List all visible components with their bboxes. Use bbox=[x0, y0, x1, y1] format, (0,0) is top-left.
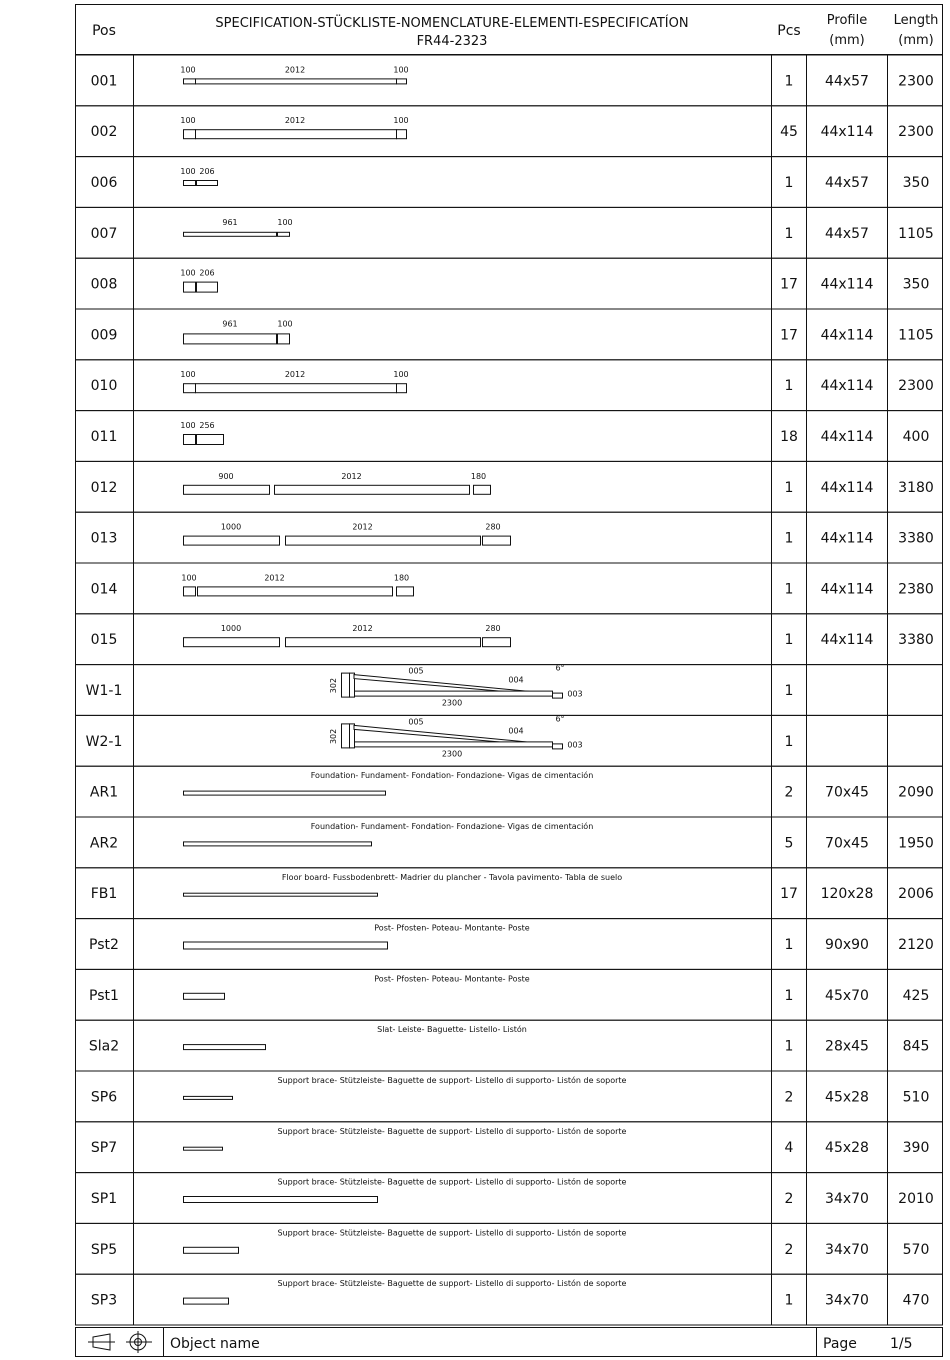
row-pcs: 1 bbox=[784, 1038, 794, 1055]
parts-rows bbox=[76, 55, 943, 1325]
row-length: 470 bbox=[902, 1292, 930, 1309]
table-row bbox=[76, 969, 943, 1020]
dimension-label: 6° bbox=[555, 663, 565, 673]
dimension-label: 302 bbox=[329, 728, 338, 745]
board-segment bbox=[198, 587, 393, 596]
table-row bbox=[76, 614, 943, 665]
part-drawing bbox=[184, 472, 491, 495]
table-row bbox=[76, 1173, 943, 1224]
board-segment bbox=[483, 638, 511, 647]
row-pos: AR2 bbox=[89, 835, 119, 852]
part-bar bbox=[184, 1045, 266, 1050]
row-pos: FB1 bbox=[90, 886, 118, 903]
part-drawing bbox=[329, 664, 583, 708]
truss-beam bbox=[355, 691, 553, 696]
row-pos: 007 bbox=[90, 225, 118, 242]
table-row bbox=[76, 207, 943, 258]
table-row bbox=[76, 1020, 943, 1071]
third-angle-projection-icon bbox=[88, 1331, 152, 1353]
part-drawing bbox=[329, 714, 583, 758]
board-segment bbox=[286, 536, 481, 545]
row-pos: Pst1 bbox=[89, 987, 119, 1004]
row-pos: Sla2 bbox=[88, 1038, 120, 1055]
dimension-label: 2012 bbox=[264, 573, 285, 583]
table-row bbox=[76, 106, 943, 157]
end-block bbox=[184, 435, 196, 445]
row-length: 845 bbox=[902, 1038, 930, 1055]
part-description: Slat- Leiste- Baguette- Listello- Listón bbox=[377, 1025, 527, 1035]
row-length: 2010 bbox=[898, 1191, 934, 1207]
row-pcs: 1 bbox=[784, 73, 794, 90]
part-drawing bbox=[184, 924, 530, 949]
beam-end-block bbox=[553, 693, 563, 698]
dimension-label: 005 bbox=[408, 666, 424, 676]
row-pcs: 1 bbox=[784, 683, 794, 699]
board-segment bbox=[275, 485, 470, 494]
row-pcs: 1 bbox=[784, 581, 794, 598]
row-profile: 44x57 bbox=[825, 225, 869, 242]
board-segment bbox=[184, 587, 196, 596]
dimension-label: 100 bbox=[277, 319, 293, 329]
end-block bbox=[184, 79, 196, 84]
row-length: 2006 bbox=[898, 886, 934, 903]
row-pos: 014 bbox=[90, 581, 118, 598]
row-pos: 008 bbox=[90, 276, 118, 293]
table-row bbox=[76, 766, 943, 817]
row-profile: 70x45 bbox=[825, 835, 869, 852]
row-profile: 45x28 bbox=[825, 1140, 869, 1157]
table-row bbox=[76, 258, 943, 309]
end-block bbox=[184, 384, 196, 393]
header-length: Length bbox=[893, 13, 939, 28]
part-description: Support brace- Stützleiste- Baguette de support- Listello di supporto- Listón de soporte bbox=[277, 1228, 627, 1238]
row-profile: 44x114 bbox=[820, 632, 874, 649]
part-drawing bbox=[180, 116, 408, 139]
row-profile: 44x114 bbox=[820, 327, 874, 344]
part-bar bbox=[184, 1096, 233, 1099]
row-profile: 44x114 bbox=[820, 124, 874, 141]
dimension-label: 961 bbox=[222, 217, 238, 227]
row-pos: SP7 bbox=[90, 1140, 118, 1157]
row-length: 2300 bbox=[898, 378, 934, 395]
dimension-label: 2012 bbox=[284, 65, 306, 75]
row-pos: W1-1 bbox=[85, 683, 123, 699]
dimension-label: 2300 bbox=[441, 698, 463, 708]
end-block bbox=[184, 181, 196, 186]
part-drawing bbox=[184, 218, 293, 237]
part-drawing bbox=[184, 770, 594, 795]
row-length: 1105 bbox=[898, 327, 934, 344]
row-length: 400 bbox=[902, 429, 930, 445]
part-description: Foundation- Fundament- Fondation- Fondazione- Vigas de cimentación bbox=[310, 822, 594, 831]
part-drawing bbox=[184, 1278, 627, 1304]
dimension-label: 206 bbox=[199, 167, 215, 176]
dimension-label: 206 bbox=[199, 268, 215, 278]
table-row bbox=[76, 664, 943, 716]
row-profile: 44x57 bbox=[825, 175, 869, 191]
dimension-label: 100 bbox=[180, 65, 196, 75]
dimension-label: 005 bbox=[408, 717, 424, 727]
dimension-label: 2012 bbox=[352, 522, 373, 532]
row-length: 3380 bbox=[898, 530, 934, 547]
row-pcs: 1 bbox=[784, 1292, 794, 1309]
table-row bbox=[76, 1223, 943, 1274]
end-block bbox=[278, 334, 290, 344]
dimension-label: 100 bbox=[180, 268, 196, 278]
board-segment bbox=[474, 485, 491, 494]
dimension-label: 2012 bbox=[284, 370, 306, 380]
dimension-label: 180 bbox=[393, 573, 410, 583]
part-drawing bbox=[181, 573, 413, 596]
row-pcs: 1 bbox=[784, 378, 794, 395]
dimension-label: 100 bbox=[393, 116, 409, 126]
table-row bbox=[76, 411, 943, 462]
row-pos: 006 bbox=[90, 175, 118, 191]
dimension-label: 280 bbox=[485, 624, 501, 634]
row-length: 350 bbox=[902, 276, 930, 293]
row-profile: 34x70 bbox=[825, 1292, 869, 1309]
end-block bbox=[397, 384, 407, 393]
board-segment bbox=[184, 638, 280, 647]
dimension-label: 1000 bbox=[220, 522, 242, 532]
dimension-label: 961 bbox=[222, 319, 238, 329]
part-drawing bbox=[180, 269, 217, 293]
row-length: 350 bbox=[902, 175, 930, 191]
row-pos: 015 bbox=[90, 632, 118, 649]
row-pos: 013 bbox=[90, 530, 118, 547]
part-bar bbox=[184, 1298, 229, 1304]
dimension-label: 100 bbox=[277, 217, 293, 227]
part-drawing bbox=[184, 821, 594, 846]
row-pcs: 1 bbox=[784, 632, 794, 649]
part-description: Support brace- Stützleiste- Baguette de support- Listello di supporto- Listón de soporte bbox=[277, 1076, 627, 1085]
row-profile: 44x114 bbox=[820, 378, 874, 395]
row-length: 2120 bbox=[898, 937, 934, 953]
dimension-label: 003 bbox=[567, 740, 583, 750]
title-block bbox=[76, 1327, 943, 1357]
header-drawing-number: FR44-2323 bbox=[416, 34, 488, 49]
short-bar bbox=[197, 181, 218, 186]
row-pcs: 2 bbox=[784, 1241, 794, 1258]
row-pcs: 1 bbox=[784, 987, 794, 1004]
part-drawing bbox=[184, 1126, 627, 1150]
part-description: Post- Pfosten- Poteau- Montante- Poste bbox=[374, 974, 530, 984]
dimension-label: 900 bbox=[218, 471, 234, 481]
row-pcs: 1 bbox=[784, 530, 794, 547]
dimension-label: 100 bbox=[180, 421, 196, 430]
part-drawing bbox=[184, 624, 511, 647]
truss-post bbox=[342, 673, 350, 697]
part-bar bbox=[184, 893, 378, 896]
header-title: SPECIFICATION-STÜCKLISTE-NOMENCLATURE-ELEMENTI-ESPECIFICATÍON bbox=[215, 16, 689, 31]
row-pcs: 4 bbox=[784, 1140, 794, 1157]
part-description: Support brace- Stützleiste- Baguette de support- Listello di supporto- Listón de soporte bbox=[277, 1177, 627, 1187]
row-pos: 002 bbox=[90, 124, 118, 141]
row-length: 425 bbox=[902, 987, 930, 1004]
row-pcs: 45 bbox=[780, 124, 798, 141]
row-profile: 44x114 bbox=[820, 530, 874, 547]
dimension-label: 2012 bbox=[341, 471, 362, 481]
part-description: Foundation- Fundament- Fondation- Fondazione- Vigas de cimentación bbox=[310, 771, 594, 781]
part-drawing bbox=[184, 1075, 627, 1099]
row-pcs: 18 bbox=[780, 429, 798, 445]
dimension-label: 302 bbox=[329, 677, 338, 694]
dimension-label: 6° bbox=[555, 714, 565, 724]
row-pos: AR1 bbox=[89, 784, 119, 801]
row-pcs: 2 bbox=[784, 1191, 794, 1207]
header-profile: Profile bbox=[826, 13, 868, 28]
row-pcs: 1 bbox=[784, 937, 794, 953]
end-block bbox=[278, 232, 290, 236]
board-segment bbox=[286, 638, 481, 647]
dimension-label: 100 bbox=[180, 370, 196, 380]
row-pos: W2-1 bbox=[85, 733, 123, 750]
beam-bar bbox=[196, 79, 397, 84]
page-number: 1/5 bbox=[890, 1336, 913, 1352]
row-profile: 120x28 bbox=[820, 886, 874, 903]
row-length: 2380 bbox=[898, 581, 934, 598]
row-pos: 009 bbox=[90, 327, 118, 344]
header-pos: Pos bbox=[92, 23, 116, 39]
dimension-label: 2300 bbox=[441, 749, 463, 759]
part-bar bbox=[184, 1197, 378, 1203]
part-drawing bbox=[184, 873, 623, 896]
row-pos: Pst2 bbox=[89, 937, 119, 953]
part-description: Support brace- Stützleiste- Baguette de support- Listello di supporto- Listón de soporte bbox=[277, 1126, 627, 1136]
part-bar bbox=[184, 1147, 223, 1150]
end-block bbox=[184, 130, 196, 139]
table-row bbox=[76, 55, 943, 106]
row-profile: 90x90 bbox=[825, 937, 869, 953]
row-length: 2090 bbox=[898, 784, 934, 801]
row-pos: 012 bbox=[90, 479, 118, 496]
part-bar bbox=[184, 993, 225, 999]
dimension-label: 100 bbox=[393, 370, 409, 380]
dimension-label: 004 bbox=[508, 726, 524, 736]
part-description: Floor board- Fussbodenbrett- Madrier du plancher - Tavola pavimento- Tabla de suelo bbox=[281, 872, 623, 882]
row-profile: 45x70 bbox=[825, 987, 869, 1004]
row-profile: 44x114 bbox=[820, 479, 874, 496]
board-segment bbox=[483, 536, 511, 545]
row-length: 1950 bbox=[898, 835, 934, 852]
dimension-label: 2012 bbox=[352, 624, 373, 634]
row-pcs: 17 bbox=[780, 276, 798, 293]
half-bar bbox=[184, 232, 277, 236]
row-profile: 70x45 bbox=[825, 784, 869, 801]
table-row bbox=[76, 919, 943, 970]
truss-beam bbox=[355, 742, 553, 747]
header-profile-unit: (mm) bbox=[829, 33, 865, 48]
row-pcs: 1 bbox=[784, 225, 794, 242]
table-row bbox=[76, 868, 943, 919]
row-profile: 44x114 bbox=[820, 429, 874, 445]
table-row bbox=[76, 1122, 943, 1173]
row-pcs: 5 bbox=[784, 835, 794, 852]
row-pcs: 17 bbox=[780, 327, 798, 344]
row-pos: 010 bbox=[90, 378, 118, 395]
table-row bbox=[76, 461, 943, 512]
table-row bbox=[76, 512, 943, 563]
row-length: 2300 bbox=[898, 124, 934, 141]
part-drawing bbox=[180, 167, 217, 186]
dimension-label: 100 bbox=[180, 116, 196, 126]
dimension-label: 004 bbox=[508, 675, 524, 685]
part-bar bbox=[184, 791, 386, 795]
part-drawing bbox=[184, 974, 530, 999]
dimension-label: 1000 bbox=[220, 624, 242, 634]
row-pos: SP1 bbox=[90, 1191, 118, 1207]
row-pos: SP5 bbox=[90, 1241, 118, 1258]
table-row bbox=[76, 309, 943, 360]
part-drawing bbox=[184, 523, 511, 546]
table-row bbox=[76, 157, 943, 208]
part-drawing bbox=[184, 1177, 627, 1203]
row-pos: 011 bbox=[90, 429, 118, 445]
part-bar bbox=[184, 942, 388, 949]
row-length: 510 bbox=[902, 1089, 930, 1106]
row-pcs: 17 bbox=[780, 886, 798, 903]
row-length: 570 bbox=[902, 1241, 930, 1258]
beam-end-block bbox=[553, 744, 563, 749]
part-drawing bbox=[184, 1227, 627, 1253]
row-profile: 44x114 bbox=[820, 581, 874, 598]
row-pos: 001 bbox=[90, 73, 118, 90]
short-bar bbox=[197, 435, 224, 445]
dimension-label: 180 bbox=[470, 471, 487, 481]
end-block bbox=[184, 282, 196, 292]
end-block bbox=[397, 130, 407, 139]
row-pcs: 1 bbox=[784, 733, 794, 750]
table-row bbox=[76, 1071, 943, 1122]
table-row bbox=[76, 714, 943, 766]
beam-bar bbox=[196, 130, 397, 139]
part-description: Support brace- Stützleiste- Baguette de support- Listello di supporto- Listón de soporte bbox=[277, 1279, 627, 1289]
row-pcs: 2 bbox=[784, 1089, 794, 1106]
row-length: 2300 bbox=[898, 73, 934, 90]
dimension-label: 100 bbox=[181, 573, 197, 583]
board-segment bbox=[397, 587, 414, 596]
part-drawing bbox=[184, 1024, 527, 1049]
beam-bar bbox=[196, 384, 397, 393]
part-drawing bbox=[180, 65, 408, 84]
end-block bbox=[397, 79, 407, 84]
table-row bbox=[76, 817, 943, 868]
part-description: Post- Pfosten- Poteau- Montante- Poste bbox=[374, 923, 530, 933]
row-profile: 34x70 bbox=[825, 1241, 869, 1258]
object-name-label: Object name bbox=[170, 1336, 260, 1352]
board-segment bbox=[184, 485, 270, 494]
header-pcs: Pcs bbox=[777, 23, 801, 39]
row-pcs: 2 bbox=[784, 784, 794, 801]
part-bar bbox=[184, 842, 372, 846]
dimension-label: 280 bbox=[485, 522, 501, 532]
half-bar bbox=[184, 334, 277, 344]
row-length: 3380 bbox=[898, 632, 934, 649]
row-profile: 28x45 bbox=[825, 1038, 869, 1055]
dimension-label: 2012 bbox=[284, 116, 306, 126]
dimension-label: 100 bbox=[393, 65, 409, 75]
row-profile: 44x57 bbox=[825, 73, 869, 90]
row-length: 3180 bbox=[898, 479, 934, 496]
table-row bbox=[76, 1274, 943, 1325]
row-profile: 44x114 bbox=[820, 276, 874, 293]
row-pos: SP6 bbox=[90, 1089, 118, 1106]
table-header bbox=[76, 5, 943, 55]
page-label: Page bbox=[823, 1336, 857, 1352]
row-length: 390 bbox=[902, 1140, 930, 1157]
row-profile: 45x28 bbox=[825, 1089, 869, 1106]
dimension-label: 003 bbox=[567, 689, 583, 699]
dimension-label: 256 bbox=[199, 421, 215, 430]
row-pcs: 1 bbox=[784, 479, 794, 496]
board-segment bbox=[184, 536, 280, 545]
row-pos: SP3 bbox=[90, 1292, 118, 1309]
part-drawing bbox=[180, 370, 408, 393]
dimension-label: 100 bbox=[180, 167, 196, 176]
short-bar bbox=[197, 282, 218, 292]
table-row bbox=[76, 563, 943, 614]
truss-post bbox=[342, 724, 350, 748]
header-length-unit: (mm) bbox=[898, 33, 934, 48]
row-pcs: 1 bbox=[784, 175, 794, 191]
part-bar bbox=[184, 1247, 239, 1253]
row-length: 1105 bbox=[898, 225, 934, 242]
part-drawing bbox=[184, 319, 293, 344]
row-profile: 34x70 bbox=[825, 1191, 869, 1207]
table-row bbox=[76, 360, 943, 411]
part-drawing bbox=[180, 421, 223, 445]
